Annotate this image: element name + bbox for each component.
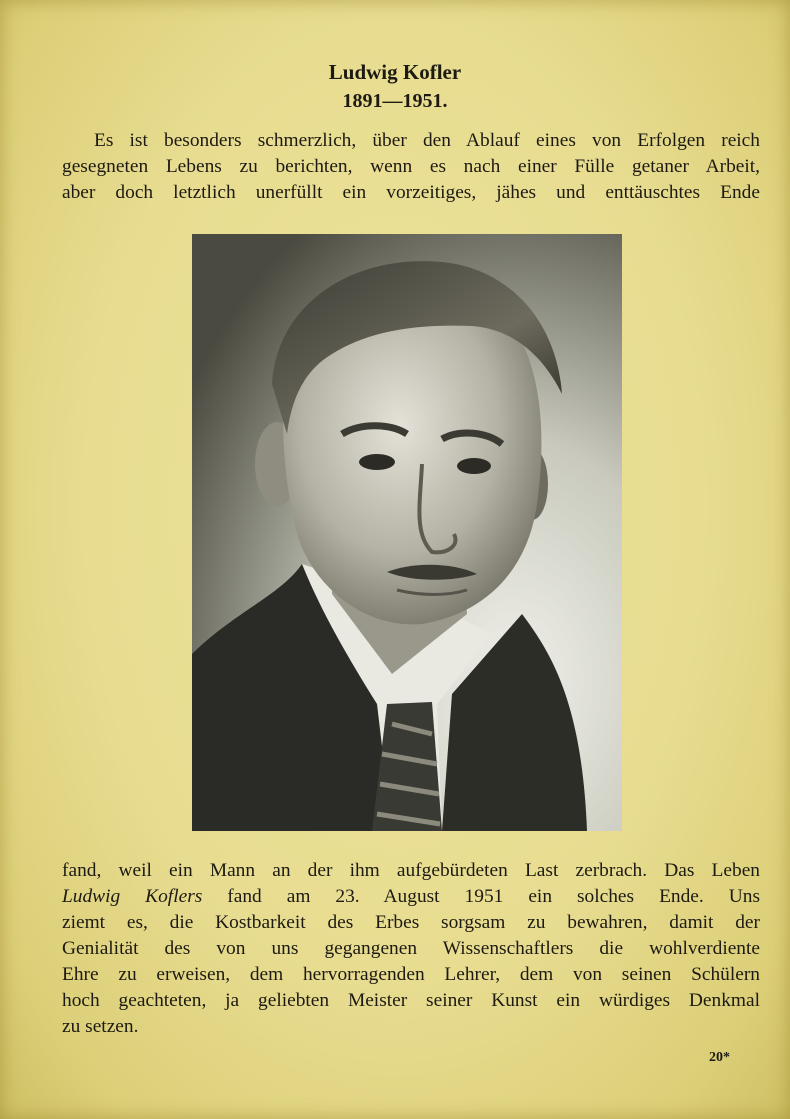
portrait-photo bbox=[192, 234, 622, 831]
page-number: 20* bbox=[709, 1050, 730, 1065]
continuation-line-2 bbox=[62, 884, 760, 910]
continuation-line-4: Genialität des von uns gegangenen Wissenschaftlers die wohlverdiente bbox=[62, 938, 760, 959]
life-years: 1891—1951. bbox=[342, 90, 448, 112]
continuation-line-7: zu setzen. bbox=[62, 1016, 139, 1037]
continuation-line-2-rest: fand am 23. August 1951 ein solches Ende. Uns bbox=[202, 886, 760, 907]
page-title: Ludwig Kofler bbox=[328, 60, 462, 84]
intro-line-1: Es ist besonders schmerzlich, über den Ablauf eines von Erfolgen reich bbox=[94, 130, 760, 151]
continuation-line-5: Ehre zu erweisen, dem hervorragenden Lehrer, dem von seinen Schülern bbox=[62, 964, 760, 985]
continuation-line-3: ziemt es, die Kostbarkeit des Erbes sorgsam zu bewahren, damit der bbox=[62, 912, 760, 933]
portrait-image bbox=[192, 234, 622, 831]
intro-line-3: aber doch letztlich unerfüllt ein vorzeitiges, jähes und enttäuschtes Ende bbox=[62, 182, 760, 203]
intro-line-2: gesegneten Lebens zu berichten, wenn es nach einer Fülle getaner Arbeit, bbox=[62, 156, 760, 177]
continuation-line-6: hoch geachteten, ja geliebten Meister seiner Kunst ein würdiges Denkmal bbox=[62, 990, 760, 1011]
continuation-paragraph bbox=[62, 858, 760, 1040]
intro-paragraph bbox=[62, 128, 760, 206]
person-name-italic: Ludwig Koflers bbox=[62, 886, 203, 907]
continuation-line-1: fand, weil ein Mann an der ihm aufgebürdeten Last zerbrach. Das Leben bbox=[62, 860, 760, 881]
